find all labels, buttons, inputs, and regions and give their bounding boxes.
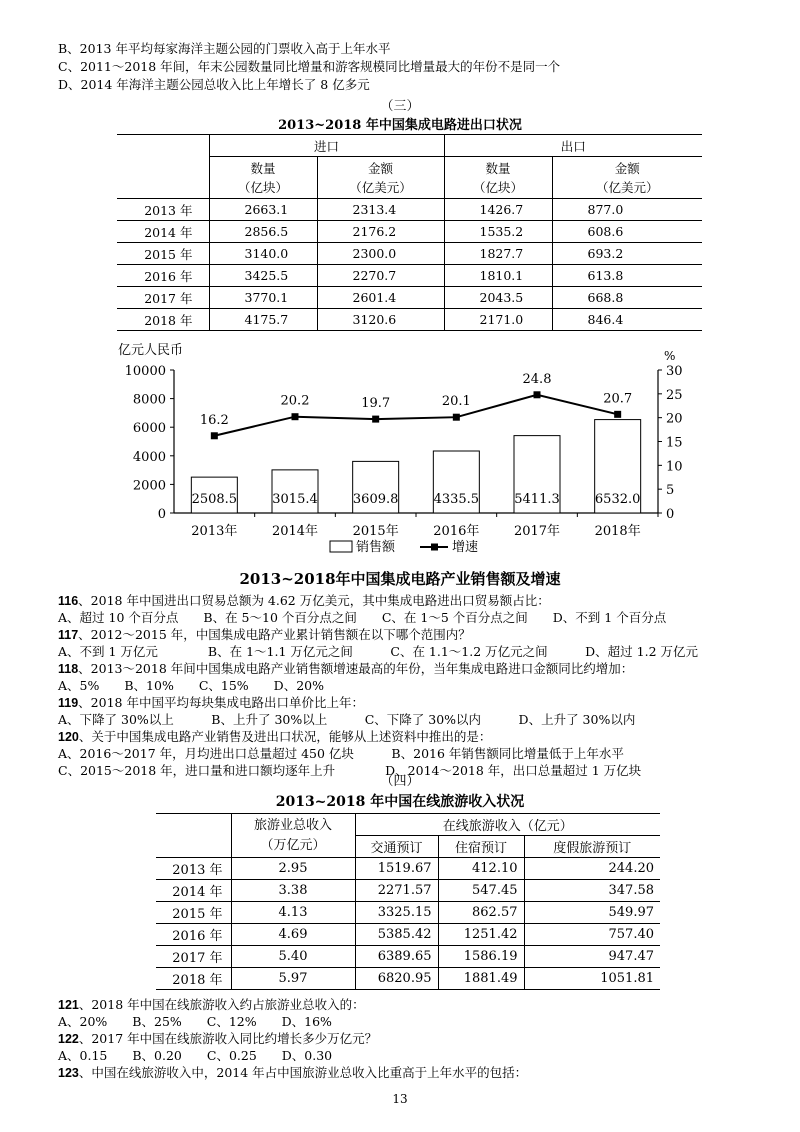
growth-label: 20.2 — [280, 393, 310, 409]
table-cell: 2043.5 — [444, 287, 552, 309]
table-title: 2013~2018 年中国集成电路进出口状况 — [278, 118, 522, 133]
table-cell: 6389.65 — [355, 946, 438, 968]
y2-axis-label: % — [664, 349, 676, 363]
table-cell: 1827.7 — [444, 243, 552, 265]
table-cell: 4.69 — [231, 924, 355, 946]
table-cell: 846.4 — [552, 309, 702, 331]
header-traffic: 交通预订 — [355, 836, 438, 858]
y2-tick-label: 5 — [666, 483, 675, 499]
table-row — [156, 858, 660, 880]
question-options: A、下降了 30%以上 B、上升了 30%以上 C、下降了 30%以内 D、上升了 30%以内 — [58, 712, 636, 727]
table-row — [156, 902, 660, 924]
header-import-amt: 金额 （亿美元） — [317, 157, 444, 199]
row-year: 2018 年 — [156, 968, 231, 990]
y-tick-label: 4000 — [132, 449, 166, 465]
table-cell: 2300.0 — [317, 243, 444, 265]
row-year: 2018 年 — [117, 309, 209, 331]
table-cell: 613.8 — [552, 265, 702, 287]
row-year: 2013 年 — [156, 858, 231, 880]
table-cell: 2171.0 — [444, 309, 552, 331]
question-text: 、2017 年中国在线旅游收入同比约增长多少万亿元？ — [78, 1031, 378, 1046]
row-year: 2017 年 — [117, 287, 209, 309]
y2-tick-label: 20 — [666, 411, 683, 427]
table-cell: 549.97 — [524, 902, 660, 924]
question-stem — [58, 627, 471, 643]
question-text: 、2018 年中国在线旅游收入约占旅游业总收入的： — [78, 997, 365, 1012]
table-cell: 1881.49 — [438, 968, 524, 990]
question-number: 117 — [58, 628, 79, 642]
row-year: 2014 年 — [117, 221, 209, 243]
growth-point — [614, 411, 621, 418]
table-cell: 2176.2 — [317, 221, 444, 243]
y-axis-label: 亿元人民币 — [118, 343, 184, 358]
table-row — [117, 243, 702, 265]
option-line: B、2013 年平均每家海洋主题公园的门票收入高于上年水平 — [58, 41, 391, 56]
table-cell: 3.38 — [231, 880, 355, 902]
legend-bar-swatch — [330, 541, 352, 552]
growth-point — [372, 416, 379, 423]
header-import: 进口 — [209, 135, 444, 157]
y2-tick-label: 15 — [666, 435, 683, 451]
growth-label: 20.1 — [441, 394, 471, 410]
question-options: A、20% B、25% C、12% D、16% — [58, 1014, 332, 1029]
table-cell: 2663.1 — [209, 199, 317, 221]
y-tick-label: 2000 — [132, 478, 166, 494]
question-stem — [58, 661, 633, 677]
question-number: 116 — [58, 594, 79, 608]
table-row — [156, 968, 660, 990]
chart-title: 2013~2018年中国集成电路产业销售额及增速 — [239, 570, 561, 588]
page-number: 13 — [392, 1092, 408, 1106]
row-year: 2016 年 — [156, 924, 231, 946]
question-stem — [58, 1065, 527, 1081]
table-cell: 877.0 — [552, 199, 702, 221]
x-tick-label: 2015年 — [352, 524, 399, 539]
corner-cell — [117, 135, 209, 199]
table-cell: 862.57 — [438, 902, 524, 924]
table-title: 2013~2018 年中国在线旅游收入状况 — [275, 794, 525, 810]
table-cell: 547.45 — [438, 880, 524, 902]
question-options: A、5% B、10% C、15% D、20% — [58, 678, 324, 693]
bar-label: 4335.5 — [433, 492, 480, 507]
table-row — [117, 287, 702, 309]
header-total: 旅游业总收入 （万亿元） — [231, 814, 355, 858]
online-travel-table — [156, 813, 660, 990]
question-text: 、关于中国集成电路产业销售及进出口状况，能够从上述资料中推出的是： — [78, 729, 492, 744]
question-text: 、中国在线旅游收入中，2014 年占中国旅游业总收入比重高于上年水平的包括： — [78, 1065, 528, 1080]
table-row — [117, 309, 702, 331]
x-tick-label: 2013年 — [191, 524, 238, 539]
header-import-qty: 数量 （亿块） — [209, 157, 317, 199]
table-cell: 757.40 — [524, 924, 660, 946]
table-cell: 3425.5 — [209, 265, 317, 287]
header-export: 出口 — [444, 135, 702, 157]
growth-point — [292, 413, 299, 420]
header-export-amt: 金额 （亿美元） — [552, 157, 702, 199]
question-text: 、2018 年中国进出口贸易总额为 4.62 万亿美元，其中集成电路进出口贸易额占比： — [78, 593, 550, 608]
question-text: 、2018 年中国平均每块集成电路出口单价比上年： — [78, 695, 364, 710]
table-cell: 2856.5 — [209, 221, 317, 243]
legend-line-marker — [431, 544, 438, 551]
question-stem — [58, 729, 491, 745]
x-tick-label: 2016年 — [433, 524, 480, 539]
question-stem — [58, 593, 550, 609]
question-stem — [58, 997, 365, 1013]
table-row — [156, 880, 660, 902]
table-row — [156, 946, 660, 968]
question-number: 119 — [58, 696, 79, 710]
table-row — [117, 265, 702, 287]
question-number: 120 — [58, 730, 79, 744]
y2-tick-label: 10 — [666, 459, 683, 475]
table-cell: 3140.0 — [209, 243, 317, 265]
growth-point — [453, 414, 460, 421]
question-stem — [58, 1031, 377, 1047]
table-row — [117, 221, 702, 243]
row-year: 2014 年 — [156, 880, 231, 902]
legend-bar-label: 销售额 — [356, 540, 396, 555]
table-cell: 947.47 — [524, 946, 660, 968]
table-cell: 2.95 — [231, 858, 355, 880]
row-year: 2015 年 — [117, 243, 209, 265]
table-cell: 6820.95 — [355, 968, 438, 990]
table-cell: 4.13 — [231, 902, 355, 924]
table-cell: 2313.4 — [317, 199, 444, 221]
y-tick-label: 6000 — [132, 421, 166, 437]
table-row — [117, 199, 702, 221]
growth-label: 16.2 — [199, 412, 229, 428]
table-cell: 2270.7 — [317, 265, 444, 287]
legend-line-label: 增速 — [452, 540, 479, 555]
header-export-qty: 数量 （亿块） — [444, 157, 552, 199]
y2-tick-label: 25 — [666, 387, 683, 403]
row-year: 2016 年 — [117, 265, 209, 287]
table-cell: 412.10 — [438, 858, 524, 880]
row-year: 2015 年 — [156, 902, 231, 924]
table-cell: 608.6 — [552, 221, 702, 243]
question-number: 118 — [58, 662, 79, 676]
bar-label: 3015.4 — [272, 492, 318, 507]
growth-label: 20.7 — [603, 391, 633, 407]
question-number: 123 — [58, 1066, 79, 1080]
table-cell: 1535.2 — [444, 221, 552, 243]
table-cell: 2271.57 — [355, 880, 438, 902]
table-cell: 1251.42 — [438, 924, 524, 946]
bar-label: 3609.8 — [352, 492, 399, 507]
table-cell: 1586.19 — [438, 946, 524, 968]
growth-line — [214, 395, 617, 436]
x-tick-label: 2017年 — [513, 524, 561, 539]
table-cell: 693.2 — [552, 243, 702, 265]
growth-label: 19.7 — [361, 396, 391, 412]
table-cell: 2601.4 — [317, 287, 444, 309]
question-options: A、超过 10 个百分点 B、在 5～10 个百分点之间 C、在 1～5 个百分点之间 D、不到 1 个百分点 — [58, 610, 667, 625]
table-cell: 347.58 — [524, 880, 660, 902]
table-cell: 3770.1 — [209, 287, 317, 309]
y-tick-label: 8000 — [132, 392, 166, 408]
ic-sales-chart — [108, 338, 708, 560]
table-cell: 668.8 — [552, 287, 702, 309]
table-cell: 5.40 — [231, 946, 355, 968]
row-year: 2013 年 — [117, 199, 209, 221]
y-tick-label: 10000 — [124, 364, 166, 379]
question-options: A、2016～2017 年，月均进出口总量超过 450 亿块 B、2016 年销售额同比增量低于上年水平 — [58, 746, 624, 761]
section-label: （四） — [380, 774, 420, 789]
table-cell: 5.97 — [231, 968, 355, 990]
y2-tick-label: 30 — [666, 364, 683, 379]
question-options: A、0.15 B、0.20 C、0.25 D、0.30 — [58, 1048, 333, 1063]
table-cell: 3325.15 — [355, 902, 438, 924]
header-holiday: 度假旅游预订 — [524, 836, 660, 858]
bar-label: 6532.0 — [594, 492, 641, 507]
table-cell: 1810.1 — [444, 265, 552, 287]
y2-tick-label: 0 — [666, 507, 675, 522]
header-online: 在线旅游收入（亿元） — [355, 814, 660, 836]
ic-trade-table — [117, 134, 702, 331]
x-tick-label: 2014年 — [271, 524, 319, 539]
section-label: （三） — [380, 99, 420, 114]
table-cell: 244.20 — [524, 858, 660, 880]
bar-label: 2508.5 — [191, 492, 238, 507]
header-hotel: 住宿预订 — [438, 836, 524, 858]
question-text: 、2013～2018 年间中国集成电路产业销售额增速最高的年份，当年集成电路进口金额同比约增加： — [78, 661, 634, 676]
corner-cell — [156, 814, 231, 858]
question-stem — [58, 695, 364, 711]
question-number: 121 — [58, 998, 79, 1012]
table-cell: 3120.6 — [317, 309, 444, 331]
growth-point — [211, 432, 218, 439]
table-cell: 1426.7 — [444, 199, 552, 221]
row-year: 2017 年 — [156, 946, 231, 968]
growth-label: 24.8 — [522, 371, 552, 387]
option-line: C、2011～2018 年间，年末公园数量同比增量和游客规模同比增量最大的年份不是同一个 — [58, 59, 561, 74]
table-cell: 1051.81 — [524, 968, 660, 990]
table-cell: 4175.7 — [209, 309, 317, 331]
growth-point — [534, 391, 541, 398]
x-tick-label: 2018年 — [594, 524, 641, 539]
table-row — [156, 924, 660, 946]
table-cell: 1519.67 — [355, 858, 438, 880]
question-text: 、2012～2015 年，中国集成电路产业累计销售额在以下哪个范围内？ — [78, 627, 471, 642]
table-cell: 5385.42 — [355, 924, 438, 946]
y-tick-label: 0 — [157, 507, 166, 522]
question-number: 122 — [58, 1032, 79, 1046]
option-line: D、2014 年海洋主题公园总收入比上年增长了 8 亿多元 — [58, 77, 370, 92]
question-options: A、不到 1 万亿元 B、在 1～1.1 万亿元之间 C、在 1.1～1.2 万亿元之间 D、超过 1.2 万亿元 — [58, 644, 699, 659]
bar-label: 5411.3 — [514, 492, 560, 507]
question-options: C、2015～2018 年，进口量和进口额均逐年上升 D、2014～2018 年，出口总量超过 1 万亿块 — [58, 763, 642, 778]
